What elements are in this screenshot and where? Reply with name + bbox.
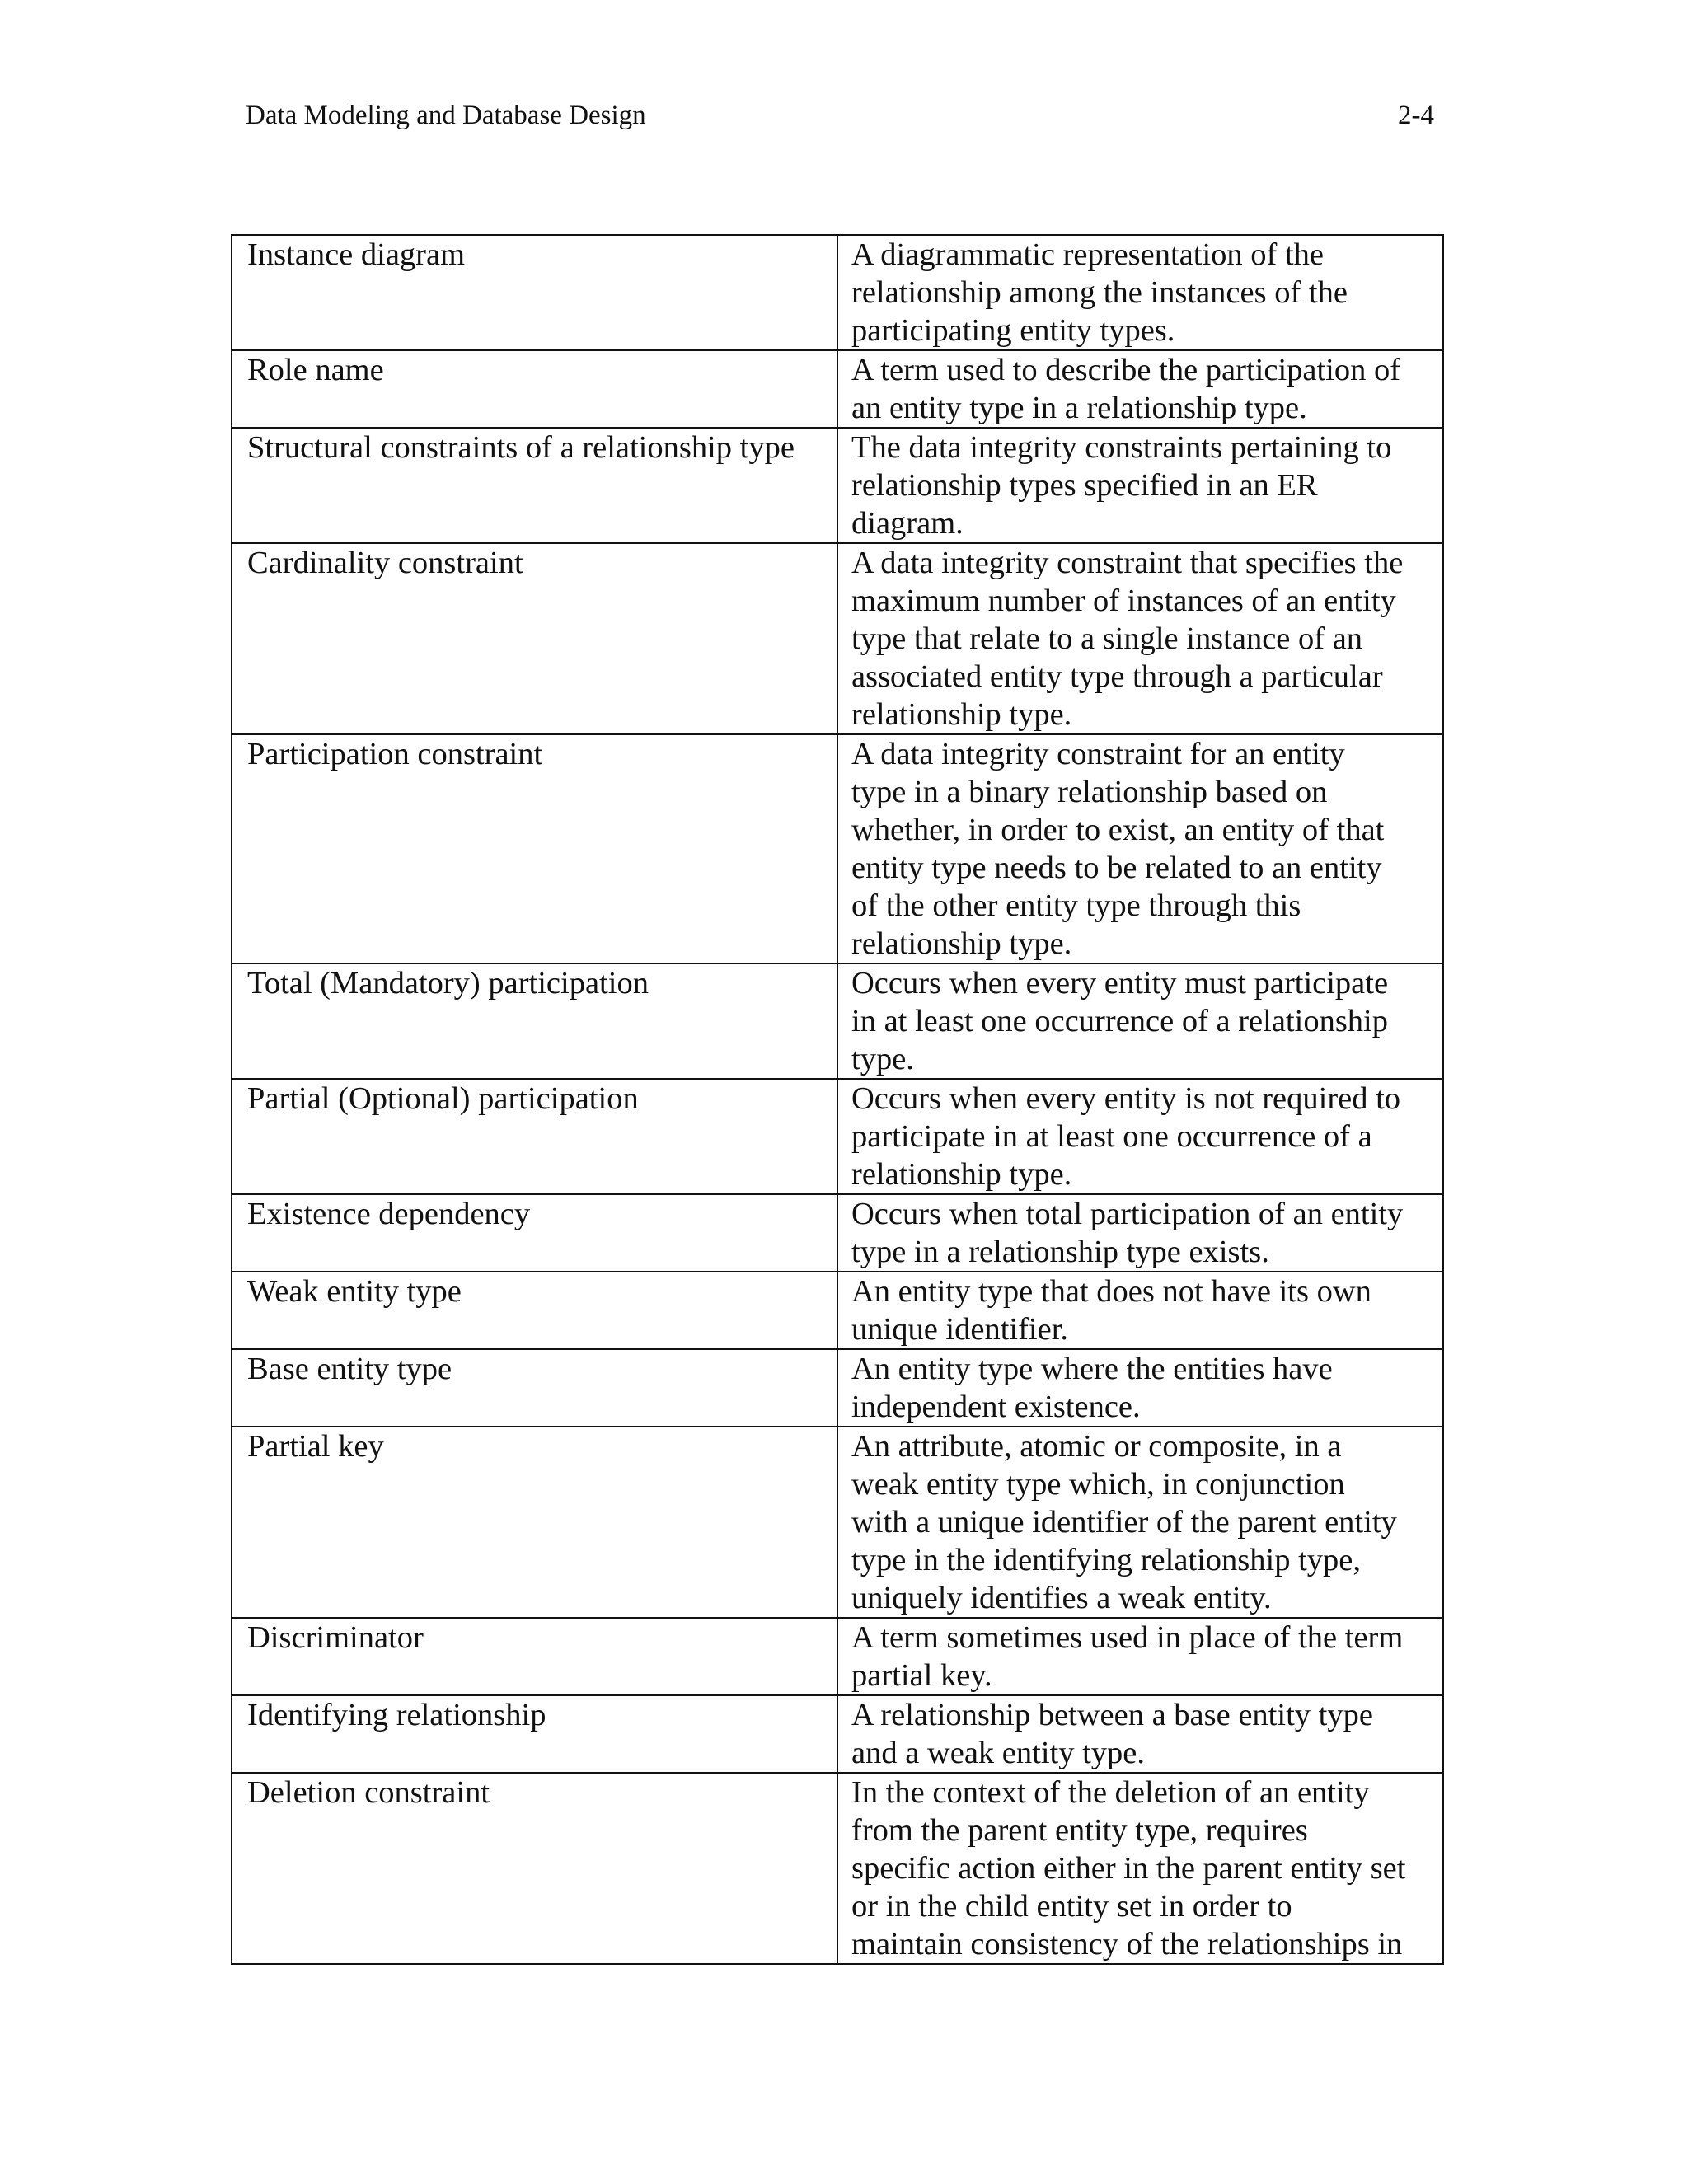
glossary-definition	[837, 963, 1443, 1079]
glossary-term: Weak entity type	[232, 1272, 837, 1349]
glossary-definition	[837, 1695, 1443, 1773]
glossary-row	[232, 1427, 1443, 1618]
glossary-row	[232, 963, 1443, 1079]
glossary-definition	[837, 1427, 1443, 1618]
definition-line: A term used to describe the participation of	[851, 353, 1401, 387]
glossary-row	[232, 1194, 1443, 1272]
running-header	[246, 96, 1434, 135]
glossary-definition	[837, 1618, 1443, 1695]
definition-line: type in a relationship type exists.	[851, 1235, 1269, 1269]
definition-line: associated entity type through a particular	[851, 659, 1383, 694]
definition-line: A data integrity constraint for an entity	[851, 737, 1345, 771]
definition-line: An attribute, atomic or composite, in a	[851, 1429, 1342, 1464]
definition-line: Occurs when every entity is not required to	[851, 1081, 1401, 1116]
definition-line: an entity type in a relationship type.	[851, 391, 1307, 425]
definition-line: Occurs when total participation of an entity	[851, 1197, 1404, 1231]
definition-line: relationship type.	[851, 1157, 1072, 1192]
glossary-definition	[837, 350, 1443, 428]
glossary-term: Instance diagram	[232, 235, 837, 350]
definition-line: independent existence.	[851, 1390, 1141, 1424]
definition-line: relationship among the instances of the	[851, 275, 1348, 310]
definition-line: relationship type.	[851, 697, 1072, 732]
definition-line: type that relate to a single instance of an	[851, 621, 1363, 656]
definition-line: in at least one occurrence of a relationship	[851, 1004, 1389, 1038]
glossary-row	[232, 1349, 1443, 1427]
definition-line: specific action either in the parent entity set	[851, 1851, 1406, 1886]
glossary-term: Role name	[232, 350, 837, 428]
definition-line: unique identifier.	[851, 1312, 1069, 1347]
glossary-row	[232, 543, 1443, 734]
definition-line: and a weak entity type.	[851, 1736, 1145, 1770]
glossary-term: Deletion constraint	[232, 1773, 837, 1964]
definition-line: A diagrammatic representation of the	[851, 237, 1325, 272]
glossary-definition	[837, 235, 1443, 350]
definition-line: type.	[851, 1042, 914, 1076]
glossary-definition	[837, 1773, 1443, 1964]
glossary-definition	[837, 1079, 1443, 1194]
glossary-definition	[837, 1272, 1443, 1349]
glossary-row	[232, 1272, 1443, 1349]
definition-line: whether, in order to exist, an entity of that	[851, 813, 1385, 847]
definition-line: uniquely identifies a weak entity.	[851, 1581, 1272, 1615]
definition-line: from the parent entity type, requires	[851, 1813, 1308, 1848]
glossary-table	[231, 234, 1444, 1965]
glossary-term: Cardinality constraint	[232, 543, 837, 734]
definition-line: In the context of the deletion of an entity	[851, 1775, 1370, 1810]
glossary-definition	[837, 1349, 1443, 1427]
definition-line: An entity type where the entities have	[851, 1352, 1333, 1386]
glossary-term: Total (Mandatory) participation	[232, 963, 837, 1079]
definition-line: weak entity type which, in conjunction	[851, 1467, 1345, 1502]
glossary-row	[232, 1695, 1443, 1773]
definition-line: or in the child entity set in order to	[851, 1889, 1292, 1924]
definition-line: of the other entity type through this	[851, 888, 1301, 923]
glossary-definition	[837, 734, 1443, 963]
glossary-row	[232, 734, 1443, 963]
glossary-row	[232, 1079, 1443, 1194]
glossary-term: Partial (Optional) participation	[232, 1079, 837, 1194]
definition-line: The data integrity constraints pertaining to	[851, 430, 1392, 465]
page-number: 2-4	[1398, 101, 1434, 130]
glossary-term: Participation constraint	[232, 734, 837, 963]
definition-line: maximum number of instances of an entity	[851, 583, 1396, 618]
definition-line: type in the identifying relationship type,	[851, 1543, 1362, 1577]
definition-line: maintain consistency of the relationships in	[851, 1927, 1403, 1961]
definition-line: relationship types specified in an ER	[851, 468, 1318, 503]
glossary-term: Partial key	[232, 1427, 837, 1618]
glossary-term: Identifying relationship	[232, 1695, 837, 1773]
glossary-definition	[837, 428, 1443, 543]
definition-line: A term sometimes used in place of the term	[851, 1620, 1404, 1655]
glossary-term: Existence dependency	[232, 1194, 837, 1272]
glossary-term: Structural constraints of a relationship type	[232, 428, 837, 543]
glossary-row	[232, 350, 1443, 428]
definition-line: participate in at least one occurrence of a	[851, 1119, 1372, 1154]
glossary-term: Base entity type	[232, 1349, 837, 1427]
definition-line: with a unique identifier of the parent entity	[851, 1505, 1397, 1540]
glossary-row	[232, 1618, 1443, 1695]
definition-line: relationship type.	[851, 926, 1072, 961]
definition-line: A relationship between a base entity type	[851, 1698, 1373, 1732]
definition-line: entity type needs to be related to an entity	[851, 851, 1382, 885]
definition-line: An entity type that does not have its own	[851, 1274, 1372, 1309]
glossary-row	[232, 1773, 1443, 1964]
definition-line: diagram.	[851, 506, 964, 541]
definition-line: participating entity types.	[851, 313, 1175, 348]
definition-line: partial key.	[851, 1658, 992, 1693]
definition-line: Occurs when every entity must participate	[851, 966, 1389, 1001]
glossary-definition	[837, 1194, 1443, 1272]
document-title: Data Modeling and Database Design	[246, 101, 646, 130]
glossary-row	[232, 428, 1443, 543]
glossary-definition	[837, 543, 1443, 734]
definition-line: A data integrity constraint that specifies the	[851, 546, 1404, 580]
glossary-row	[232, 235, 1443, 350]
glossary-table-body	[232, 235, 1443, 1964]
glossary-term: Discriminator	[232, 1618, 837, 1695]
definition-line: type in a binary relationship based on	[851, 775, 1328, 809]
